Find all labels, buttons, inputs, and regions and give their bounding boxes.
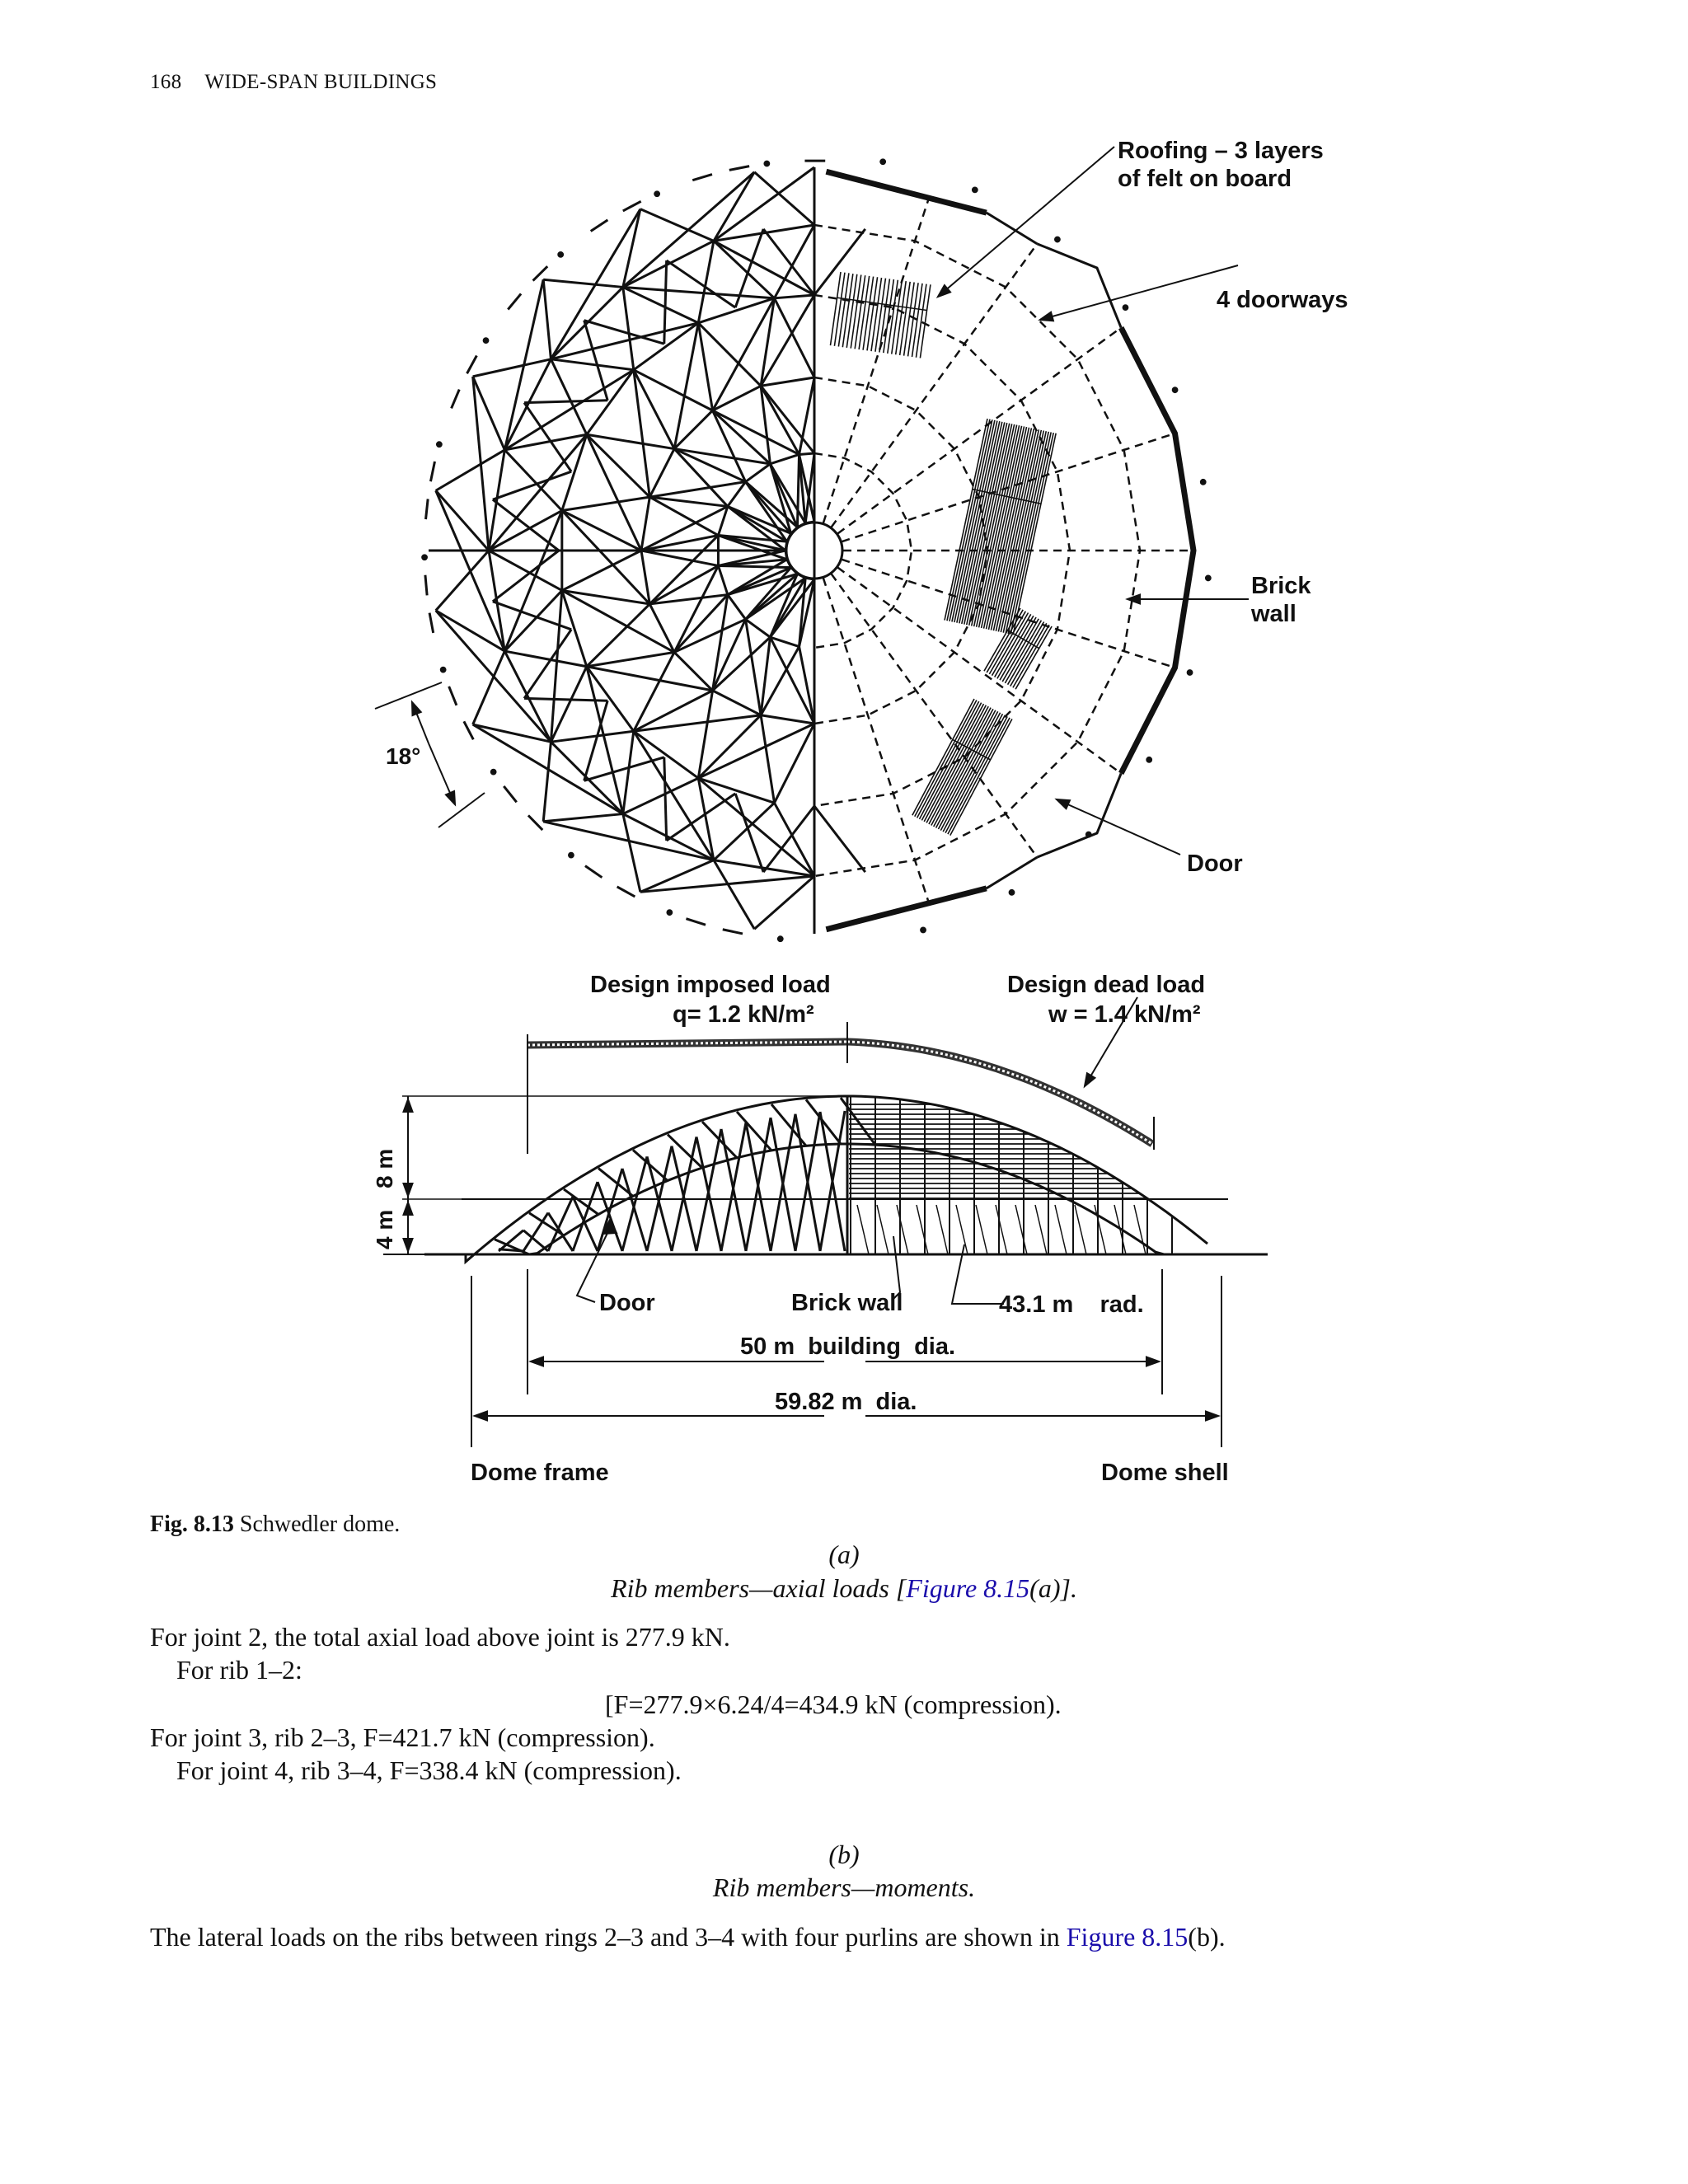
door-plan-label: Door [1187,851,1243,877]
figure-8-15-link-b[interactable]: Figure 8.15 [1066,1922,1189,1952]
dome-section [424,1022,1268,1262]
dome-frame-label: Dome frame [471,1460,609,1486]
roofing-label-1: Roofing – 3 layers [1118,138,1324,164]
section-a-title [0,1573,1688,1604]
section-a-title-pre: Rib members—axial loads [ [611,1573,907,1603]
door-section-label: Door [599,1290,655,1316]
doorways-label: 4 doorways [1217,287,1348,313]
figure-annotations [375,147,1249,1447]
brick-wall-section-label: Brick wall [791,1290,903,1316]
roofing-hatch-patches [830,272,1056,836]
para-a-line4: For joint 4, rib 3–4, F=338.4 kN (compression). [176,1755,682,1785]
height-upper-label: 8 m [372,1148,397,1188]
para-b [150,1922,1226,1952]
imposed-load-value: q= 1.2 kN/m² [673,1001,814,1028]
angle-label: 18° [386,743,421,769]
brick-wall-label-2: wall [1251,601,1296,627]
section-b-letter: (b) [828,1840,860,1869]
figure-caption [150,1511,400,1538]
figure-caption-text: Schwedler dome. [233,1511,401,1537]
building-dia-label: 50 m building dia. [740,1333,956,1360]
figure-8-15-link[interactable]: Figure 8.15 [906,1573,1030,1603]
height-lower-label: 4 m [372,1209,397,1249]
dome-plan-dashed-grid [814,176,1189,926]
para-a-equation: [F=277.9×6.24/4=434.9 kN (compression). [605,1690,1062,1719]
brick-wall-label-1: Brick [1251,573,1311,599]
page-number: 168 [150,71,182,93]
section-a-letter: (a) [828,1540,860,1569]
radius-label: 43.1 m rad. [999,1291,1144,1318]
dead-load-title: Design dead load [1007,972,1206,998]
section-a-title-post: (a)]. [1029,1573,1077,1603]
imposed-load-title: Design imposed load [590,972,831,998]
roofing-label-2: of felt on board [1118,166,1292,192]
para-a-line2: For rib 1–2: [176,1655,302,1685]
para-b-text-post: (b). [1188,1922,1226,1952]
para-a-line3: For joint 3, rib 2–3, F=421.7 kN (compression). [150,1722,655,1752]
dome-shell-label: Dome shell [1101,1460,1229,1486]
para-a-line1: For joint 2, the total axial load above joint is 277.9 kN. [150,1622,730,1652]
dome-plan-lattice [423,160,1211,941]
figure-caption-number: Fig. 8.13 [150,1511,234,1537]
dome-dia-label: 59.82 m dia. [775,1389,917,1415]
running-title: WIDE-SPAN BUILDINGS [204,71,438,93]
para-b-text-pre: The lateral loads on the ribs between rings 2–3 and 3–4 with four purlins are shown in [150,1922,1067,1952]
dead-load-value: w = 1.4 kN/m² [1048,1001,1201,1028]
section-b-title: Rib members—moments. [712,1872,976,1902]
